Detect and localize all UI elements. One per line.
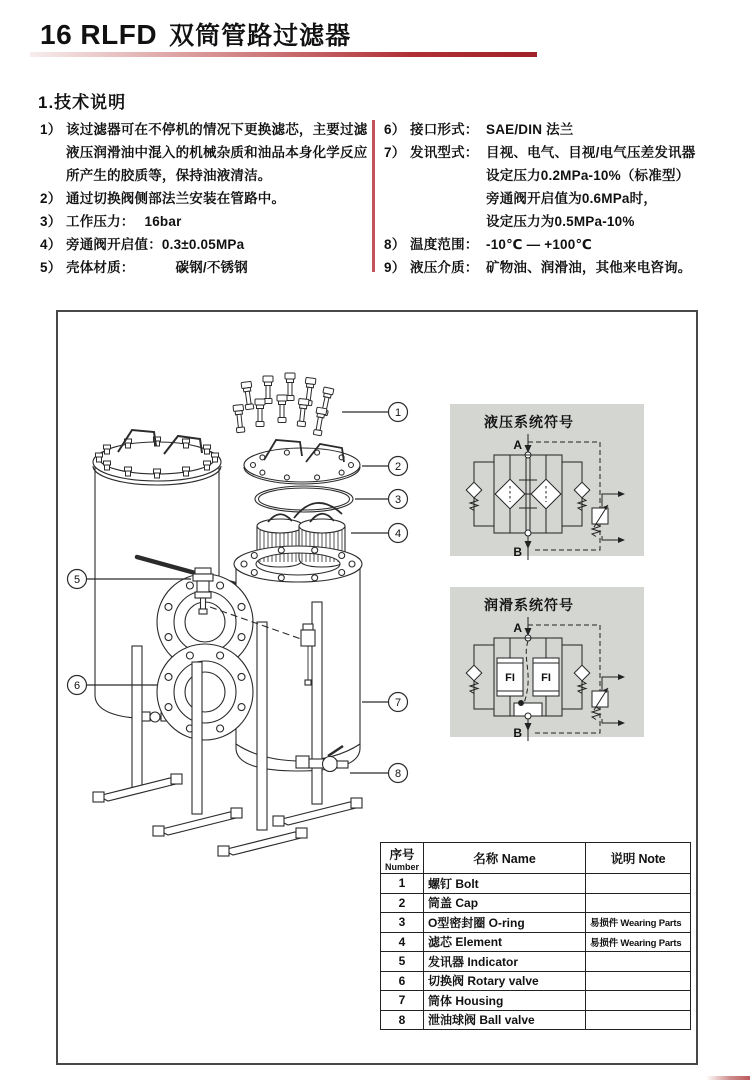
lubrication-symbol-title: 润滑系统符号 — [484, 597, 574, 613]
parts-table-header — [381, 843, 691, 874]
filter-label: FI — [505, 672, 515, 684]
lubrication-symbol-panel — [450, 587, 644, 740]
part-name: 螺钉 Bolt — [424, 874, 586, 894]
part-name: 发讯器 Indicator — [424, 952, 586, 972]
table-row — [381, 932, 691, 952]
column-divider-rule — [372, 120, 375, 272]
spec-item-3: 3） 工作压力： 16bar — [40, 214, 182, 229]
title-underline-rule — [30, 52, 537, 57]
part-number: 7 — [381, 991, 424, 1011]
part-note — [586, 971, 691, 991]
spec-item-5: 5） 壳体材质： 碳钢/不锈钢 — [40, 260, 248, 275]
port-label-a: A — [513, 621, 522, 635]
table-row — [381, 874, 691, 894]
part-name: O型密封圈 O-ring — [424, 913, 586, 933]
part-note — [586, 1010, 691, 1030]
lubrication-symbol-diagram — [450, 617, 644, 741]
header-note: 说明 Note — [586, 843, 691, 874]
part-note: 易损件 Wearing Parts — [586, 913, 691, 933]
part-number: 8 — [381, 1010, 424, 1030]
part-note — [586, 991, 691, 1011]
bolts-group — [233, 373, 334, 436]
spec-item-4: 4） 旁通阀开启值：0.3±0.05MPa — [40, 237, 245, 252]
table-row — [381, 893, 691, 913]
svg-text:6: 6 — [73, 680, 81, 692]
part-number: 5 — [381, 952, 424, 972]
page-title — [40, 16, 351, 52]
spec-item-7-line2: 设定压力0.2MPa-10%（标准型） — [486, 168, 690, 183]
svg-text:2: 2 — [394, 461, 402, 473]
spec-list-left — [40, 118, 372, 279]
part-name: 筒体 Housing — [424, 991, 586, 1011]
table-row — [381, 1010, 691, 1030]
part-name: 滤芯 Element — [424, 932, 586, 952]
spec-item-7: 7） 发讯型式： 目视、电气、目视/电气压差发讯器 — [384, 145, 696, 160]
svg-text:5: 5 — [73, 574, 81, 586]
section-heading: 1.技术说明 — [38, 93, 127, 112]
part-note — [586, 952, 691, 972]
table-row — [381, 952, 691, 972]
svg-text:8: 8 — [394, 768, 402, 780]
svg-text:3: 3 — [394, 494, 402, 506]
figure-box — [56, 310, 698, 1065]
part-note: 易损件 Wearing Parts — [586, 932, 691, 952]
header-number: 序号 Number — [381, 843, 424, 874]
spec-item-1: 1） 该过滤器可在不停机的情况下更换滤芯，主要过滤液压润滑油中混入的机械杂质和油品本身化学反应所产生的胶质等，保持油液清洁。 — [40, 122, 368, 183]
spec-item-7-line3: 旁通阀开启值为0.6MPa时， — [486, 191, 658, 206]
table-row — [381, 971, 691, 991]
part-number: 4 — [381, 932, 424, 952]
part-number: 2 — [381, 893, 424, 913]
part-name: 筒盖 Cap — [424, 893, 586, 913]
header-name: 名称 Name — [424, 843, 586, 874]
spec-item-6: 6） 接口形式： SAE/DIN 法兰 — [384, 122, 574, 137]
port-label-a: A — [513, 438, 522, 452]
part-note — [586, 893, 691, 913]
hydraulic-symbol-diagram — [450, 434, 644, 560]
parts-table — [380, 842, 691, 1030]
table-row — [381, 991, 691, 1011]
part-number: 1 — [381, 874, 424, 894]
hydraulic-symbol-title: 液压系统符号 — [484, 414, 574, 430]
svg-text:7: 7 — [394, 697, 402, 709]
part-number: 6 — [381, 971, 424, 991]
spec-item-7-line4: 设定压力为0.5MPa-10% — [486, 214, 635, 229]
page-title-model: 16 RLFD — [40, 19, 158, 50]
part-note — [586, 874, 691, 894]
spec-item-2: 2） 通过切换阀侧部法兰安装在管路中。 — [40, 191, 286, 206]
table-row — [381, 913, 691, 933]
spec-list-right — [384, 118, 724, 279]
part-name: 泄油球阀 Ball valve — [424, 1010, 586, 1030]
filter-label: FI — [541, 672, 551, 684]
part-number: 3 — [381, 913, 424, 933]
page-title-product: 双筒管路过滤器 — [169, 22, 352, 50]
svg-text:4: 4 — [394, 528, 402, 540]
cap-disc — [244, 440, 360, 484]
right-housing — [236, 566, 360, 771]
hydraulic-symbol-panel — [450, 404, 644, 559]
footer-accent-rule — [706, 1076, 750, 1080]
port-label-b: B — [513, 726, 522, 740]
spec-item-9: 9） 液压介质： 矿物油、润滑油，其他来电咨询。 — [384, 260, 692, 275]
device-exploded-drawing — [58, 312, 478, 872]
svg-text:1: 1 — [394, 407, 402, 419]
port-label-b: B — [513, 545, 522, 559]
spec-item-8: 8） 温度范围： -10℃ — +100℃ — [384, 237, 593, 252]
part-name: 切换阀 Rotary valve — [424, 971, 586, 991]
